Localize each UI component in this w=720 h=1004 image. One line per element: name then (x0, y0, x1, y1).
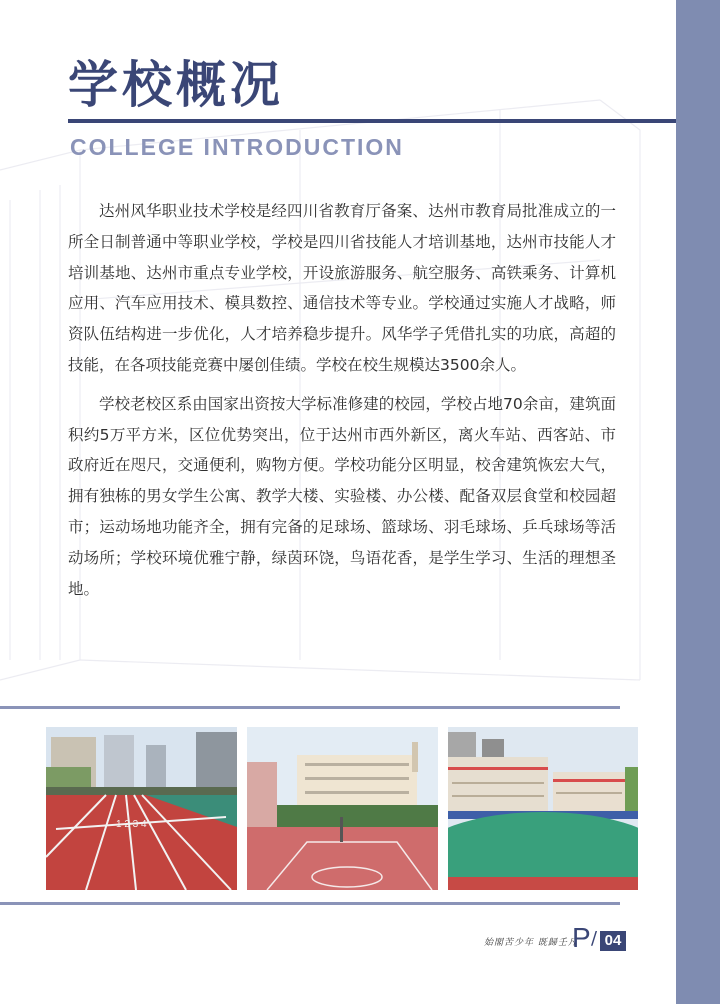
page-title: 学校概况 (68, 56, 284, 114)
title-underline (68, 119, 676, 123)
court-photo (247, 727, 438, 890)
page-slash: / (591, 928, 598, 949)
track-lane-numbers: 1 2 3 4 (116, 819, 147, 830)
side-color-bar (676, 0, 720, 1004)
page-subtitle: COLLEGE INTRODUCTION (70, 134, 404, 160)
intro-paragraph-2: 学校老校区系由国家出资按大学标准修建的校园，学校占地70余亩，建筑面积约5万平方米，区位优势突出，位于达州市西外新区，离火车站、西客站、市政府近在咫尺，交通便利，购物方便。学校功能分区明显，校舍建筑恢宏大气，拥有独栋的男女学生公寓、教学大楼、实验楼、办公楼、配备双层食堂和校园超市；运动场地功能齐全，拥有完备的足球场、篮球场、羽毛球场、乒乓球场等活动场所；学校环境优雅宁静，绿茵环饶，鸟语花香，是学生学习、生活的理想圣地。 (68, 394, 616, 598)
divider-top (0, 706, 620, 709)
page-letter: P (572, 922, 591, 953)
divider-bottom (0, 902, 620, 905)
intro-paragraph-1: 达州风华职业技术学校是经四川省教育厅备案、达州市教育局批准成立的一所全日制普通中等职业学校，学校是四川省技能人才培训基地，达州市技能人才培训基地、达州市重点专业学校，开设旅游服务、航空服务、高铁乘务、计算机应用、汽车应用技术、模具数控、通信技术等专业。学校通过实施人才战略，师资队伍结构进一步优化，人才培养稳步提升。风华学子凭借扎实的功底，高超的技能，在各项技能竞赛中屡创佳绩。学校在校生规模达3500余人。 (68, 202, 616, 374)
page-number: 04 (600, 931, 626, 951)
photo-strip (46, 727, 638, 890)
footer-slogan: 始閣苦少年 既歸壬凡 (484, 938, 578, 948)
track-photo (46, 727, 237, 890)
field-photo (448, 727, 638, 890)
intro-text (68, 196, 616, 612)
